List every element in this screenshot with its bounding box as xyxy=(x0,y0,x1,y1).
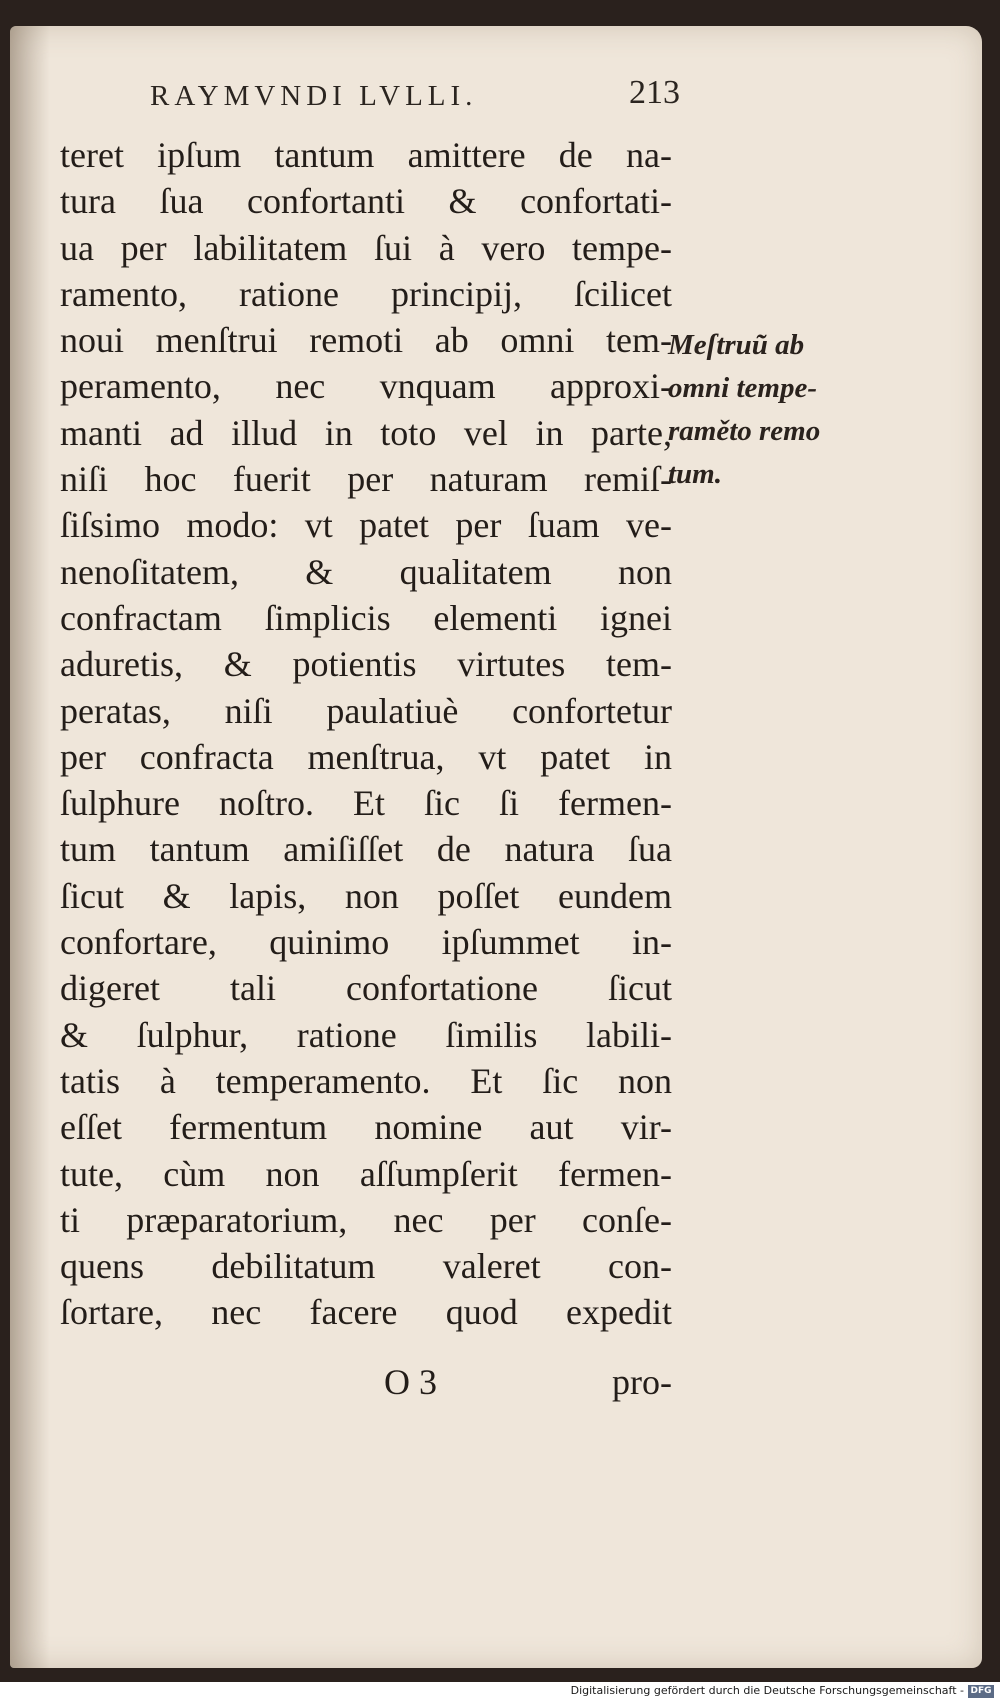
text-line: ſulphure noſtro. Et ſic ſi fermen- xyxy=(60,783,672,824)
text-line: & ſulphur, ratione ſimilis labili- xyxy=(60,1014,672,1055)
text-line: manti ad illud in toto vel in parte, xyxy=(60,412,672,453)
text-line: tum tantum amiſiſſet de natura ſua xyxy=(60,829,672,870)
spine-shadow xyxy=(10,26,50,1668)
running-head-title: RAYMVNDI LVLLI. xyxy=(150,80,478,112)
text-line: niſi hoc fuerit per naturam remiſ- xyxy=(60,459,672,500)
text-line: ſortare, nec facere quod expedit xyxy=(60,1292,672,1333)
signature-mark: O 3 xyxy=(384,1362,437,1402)
text-line: peramento, nec vnquam approxi- xyxy=(60,366,672,407)
funding-credit: Digitalisierung gefördert durch die Deutsche Forschungsgemeinschaft - xyxy=(570,1684,964,1697)
marginal-note-line: raměto remo xyxy=(668,415,821,447)
page-foot xyxy=(60,1354,672,1410)
text-line: ti præparatorium, nec per conſe- xyxy=(60,1199,672,1240)
text-line: quens debilitatum valeret con- xyxy=(60,1246,672,1287)
marginal-note xyxy=(668,324,868,496)
marginal-note-line: tum. xyxy=(668,458,722,490)
text-line: digeret tali confortatione ſicut xyxy=(60,968,672,1009)
text-line: confractam ſimplicis elementi ignei xyxy=(60,597,672,638)
text-line: tute, cùm non aſſumpſerit fermen- xyxy=(60,1153,672,1194)
dfg-logo: DFG xyxy=(968,1685,994,1698)
text-line: confortare, quinimo ipſummet in- xyxy=(60,922,672,963)
text-line: ua per labilitatem ſui à vero tempe- xyxy=(60,227,672,268)
text-line: tatis à temperamento. Et ſic non xyxy=(60,1060,672,1101)
digitization-footer xyxy=(0,1682,1000,1701)
text-line: ſiſsimo modo: vt patet per ſuam ve- xyxy=(60,505,672,546)
catchword: pro- xyxy=(612,1362,672,1402)
text-line: eſſet fermentum nomine aut vir- xyxy=(60,1107,672,1148)
text-line: peratas, niſi paulatiuè confortetur xyxy=(60,690,672,731)
page-number: 213 xyxy=(629,74,680,111)
marginal-note-line: omni tempe- xyxy=(668,372,818,404)
text-line: teret ipſum tantum amittere de na- xyxy=(60,135,672,175)
text-line: noui menſtrui remoti ab omni tem- xyxy=(60,320,672,361)
text-line: aduretis, & potientis virtutes tem- xyxy=(60,644,672,685)
text-line: per confracta menſtrua, vt patet in xyxy=(60,736,672,777)
text-line: ſicut & lapis, non poſſet eundem xyxy=(60,875,672,916)
text-line: nenoſitatem, & qualitatem non xyxy=(60,551,672,592)
text-line: tura ſua confortanti & confortati- xyxy=(60,181,672,222)
text-line: ramento, ratione principij, ſcilicet xyxy=(60,273,672,314)
running-head xyxy=(150,70,680,126)
body-text xyxy=(60,132,672,1336)
marginal-note-line: Meſtruũ ab xyxy=(668,329,805,361)
